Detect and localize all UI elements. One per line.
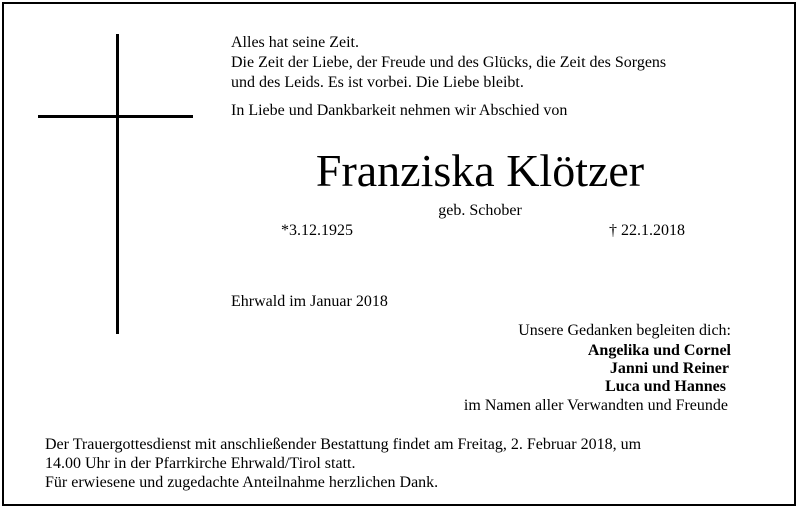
death-date: † 22.1.2018 bbox=[609, 222, 685, 239]
motto-line-2: Die Zeit der Liebe, der Freude und des Glücks, die Zeit des Sorgens bbox=[231, 54, 667, 71]
service-line-2: 14.00 Uhr in der Pfarrkirche Ehrwald/Tirol statt. bbox=[45, 455, 356, 472]
mourners-closing: im Namen aller Verwandten und Freunde bbox=[463, 397, 728, 414]
place-date: Ehrwald im Januar 2018 bbox=[231, 293, 388, 310]
mourners-intro: Unsere Gedanken begleiten dich: bbox=[518, 322, 731, 339]
deceased-name: Franziska Klötzer bbox=[315, 145, 645, 196]
mourner-name: Janni und Reiner bbox=[609, 360, 729, 377]
service-line-1: Der Trauergottesdienst mit anschließender Bestattung findet am Freitag, 2. Februar 2018, um bbox=[45, 436, 642, 453]
birth-date: *3.12.1925 bbox=[281, 222, 353, 239]
motto-line-1: Alles hat seine Zeit. bbox=[231, 34, 359, 51]
motto-line-3: und des Leids. Es ist vorbei. Die Liebe bleibt. bbox=[231, 74, 524, 91]
farewell-text: In Liebe und Dankbarkeit nehmen wir Abschied von bbox=[231, 102, 568, 119]
service-line-3: Für erwiesene und zugedachte Anteilnahme herzlichen Dank. bbox=[45, 474, 439, 491]
cross-icon-horizontal bbox=[38, 115, 193, 118]
mourner-name: Luca und Hannes bbox=[605, 378, 726, 395]
birth-name: geb. Schober bbox=[438, 202, 522, 219]
cross-icon-vertical bbox=[116, 34, 119, 334]
mourner-name: Angelika und Cornel bbox=[587, 342, 731, 359]
